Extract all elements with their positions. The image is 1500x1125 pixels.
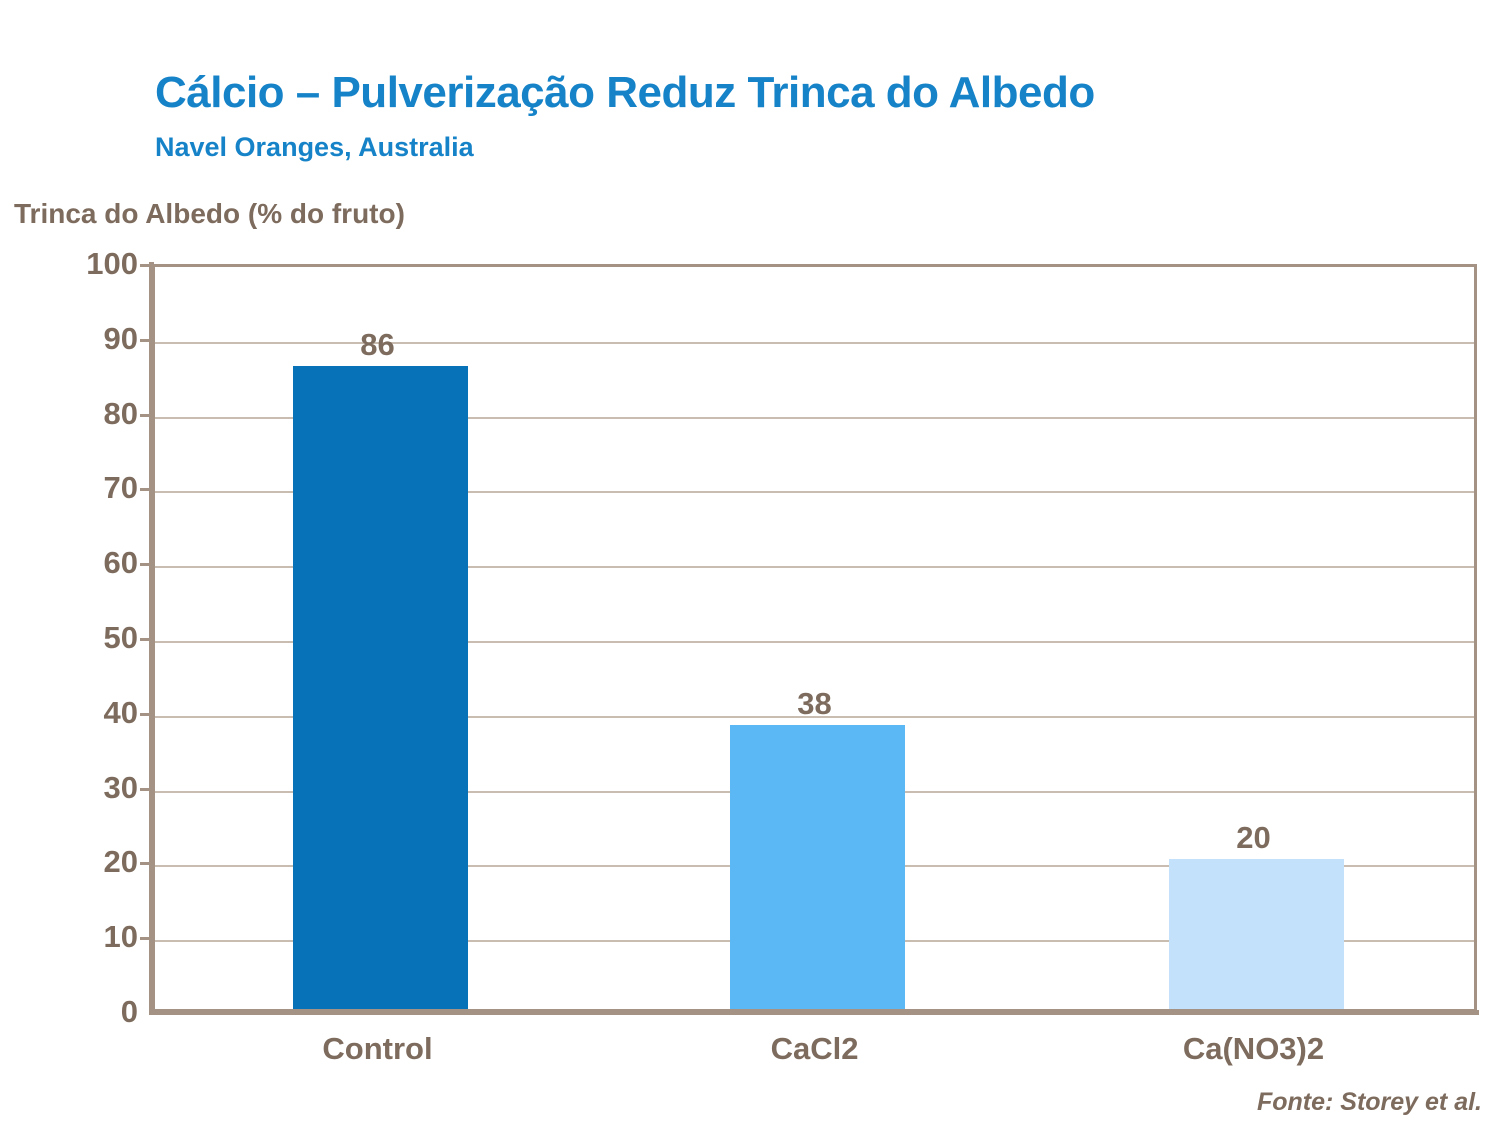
y-axis-label: Trinca do Albedo (% do fruto) bbox=[14, 198, 405, 229]
y-tick-40: 40 bbox=[103, 694, 138, 730]
y-tick-mark-10 bbox=[140, 937, 154, 940]
y-tick-mark-70 bbox=[140, 488, 154, 491]
y-tick-50: 50 bbox=[103, 620, 138, 655]
y-tick-70: 70 bbox=[103, 470, 138, 506]
y-tick-mark-90 bbox=[140, 339, 154, 342]
y-tick-80: 80 bbox=[103, 395, 138, 431]
y-tick-60: 60 bbox=[103, 545, 138, 581]
chart-subtitle: Navel Oranges, Australia bbox=[155, 132, 474, 162]
y-tick-mark-30 bbox=[140, 788, 154, 791]
category-label-cacl2: CaCl2 bbox=[770, 1031, 859, 1066]
y-tick-100: 100 bbox=[86, 246, 138, 281]
x-axis-line bbox=[149, 1010, 1479, 1015]
y-tick-30: 30 bbox=[103, 769, 138, 805]
y-tick-mark-100 bbox=[140, 264, 154, 267]
bar-cacl2 bbox=[730, 725, 905, 1009]
y-tick-0: 0 bbox=[120, 994, 138, 1029]
bar-value-cacl2: 38 bbox=[797, 686, 832, 721]
bar-canO3-2 bbox=[1169, 859, 1344, 1009]
bar-value-canO3-2: 20 bbox=[1236, 820, 1271, 855]
y-tick-mark-20 bbox=[140, 862, 154, 865]
category-label-control: Control bbox=[322, 1031, 433, 1066]
y-tick-mark-80 bbox=[140, 414, 154, 417]
y-tick-20: 20 bbox=[103, 844, 138, 880]
y-tick-mark-60 bbox=[140, 563, 154, 566]
plot-area bbox=[152, 264, 1477, 1012]
source-annotation: Fonte: Storey et al. bbox=[1256, 1088, 1482, 1116]
y-tick-90: 90 bbox=[103, 320, 138, 356]
y-tick-mark-40 bbox=[140, 713, 154, 716]
category-label-canO3-2: Ca(NO3)2 bbox=[1182, 1031, 1325, 1066]
bar-value-control: 86 bbox=[360, 327, 395, 362]
bar-control bbox=[293, 366, 468, 1009]
y-tick-mark-50 bbox=[140, 638, 154, 641]
y-tick-10: 10 bbox=[103, 919, 138, 955]
chart-title: Cálcio – Pulverização Reduz Trinca do Albedo bbox=[155, 68, 1095, 117]
